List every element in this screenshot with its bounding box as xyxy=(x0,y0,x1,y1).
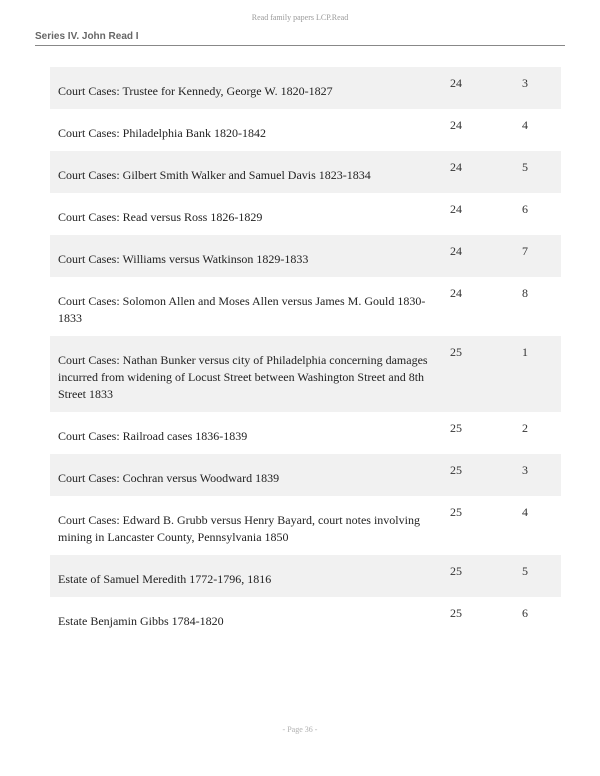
row-folder-number: 4 xyxy=(522,505,528,519)
row-title: Court Cases: Philadelphia Bank 1820-1842 xyxy=(58,126,266,140)
table-row xyxy=(50,412,561,454)
table-row xyxy=(50,235,561,277)
row-box-number: 25 xyxy=(450,345,462,359)
row-title: Court Cases: Read versus Ross 1826-1829 xyxy=(58,210,263,224)
row-folder-number: 3 xyxy=(522,463,528,477)
row-folder-number: 3 xyxy=(522,76,528,90)
row-box-number: 24 xyxy=(450,286,462,300)
row-title: Court Cases: Nathan Bunker versus city of Philadelphia concerning damages incurred from widening of Locust Street between Washington Street and 8th Street 1833 xyxy=(58,353,428,401)
row-title: Court Cases: Gilbert Smith Walker and Samuel Davis 1823-1834 xyxy=(58,168,371,182)
row-title: Estate of Samuel Meredith 1772-1796, 1816 xyxy=(58,572,272,586)
row-title: Court Cases: Williams versus Watkinson 1829-1833 xyxy=(58,252,309,266)
row-box-number: 25 xyxy=(450,505,462,519)
table-row xyxy=(50,109,561,151)
row-box-number: 24 xyxy=(450,76,462,90)
table-row xyxy=(50,67,561,109)
container-list-table xyxy=(50,67,561,639)
row-folder-number: 6 xyxy=(522,606,528,620)
row-folder-number: 5 xyxy=(522,160,528,174)
row-box-number: 25 xyxy=(450,463,462,477)
row-box-number: 25 xyxy=(450,421,462,435)
row-title: Court Cases: Solomon Allen and Moses Allen versus James M. Gould 1830-1833 xyxy=(58,294,426,325)
table-row xyxy=(50,336,561,412)
running-head: Read family papers LCP.Read xyxy=(251,13,349,22)
row-box-number: 24 xyxy=(450,244,462,258)
row-folder-number: 8 xyxy=(522,286,528,300)
row-folder-number: 4 xyxy=(522,118,528,132)
row-title: Court Cases: Cochran versus Woodward 1839 xyxy=(58,471,280,485)
page-number: - Page 36 - xyxy=(282,725,318,734)
row-title: Court Cases: Trustee for Kennedy, George W. 1820-1827 xyxy=(58,84,333,98)
row-folder-number: 1 xyxy=(522,345,528,359)
row-title: Court Cases: Edward B. Grubb versus Henry Bayard, court notes involving mining in Lancaster County, Pennsylvania 1850 xyxy=(58,513,420,544)
table-row xyxy=(50,496,561,555)
series-divider xyxy=(35,45,565,46)
row-title: Court Cases: Railroad cases 1836-1839 xyxy=(58,429,248,443)
row-title: Estate Benjamin Gibbs 1784-1820 xyxy=(58,614,224,628)
row-box-number: 24 xyxy=(450,202,462,216)
table-row xyxy=(50,597,561,639)
row-folder-number: 7 xyxy=(522,244,528,258)
row-box-number: 24 xyxy=(450,160,462,174)
row-box-number: 24 xyxy=(450,118,462,132)
row-box-number: 25 xyxy=(450,564,462,578)
table-row xyxy=(50,193,561,235)
row-folder-number: 6 xyxy=(522,202,528,216)
row-box-number: 25 xyxy=(450,606,462,620)
table-row xyxy=(50,151,561,193)
table-row xyxy=(50,454,561,496)
series-title: Series IV. John Read I xyxy=(35,31,139,42)
row-folder-number: 2 xyxy=(522,421,528,435)
table-row xyxy=(50,555,561,597)
table-row xyxy=(50,277,561,336)
row-folder-number: 5 xyxy=(522,564,528,578)
